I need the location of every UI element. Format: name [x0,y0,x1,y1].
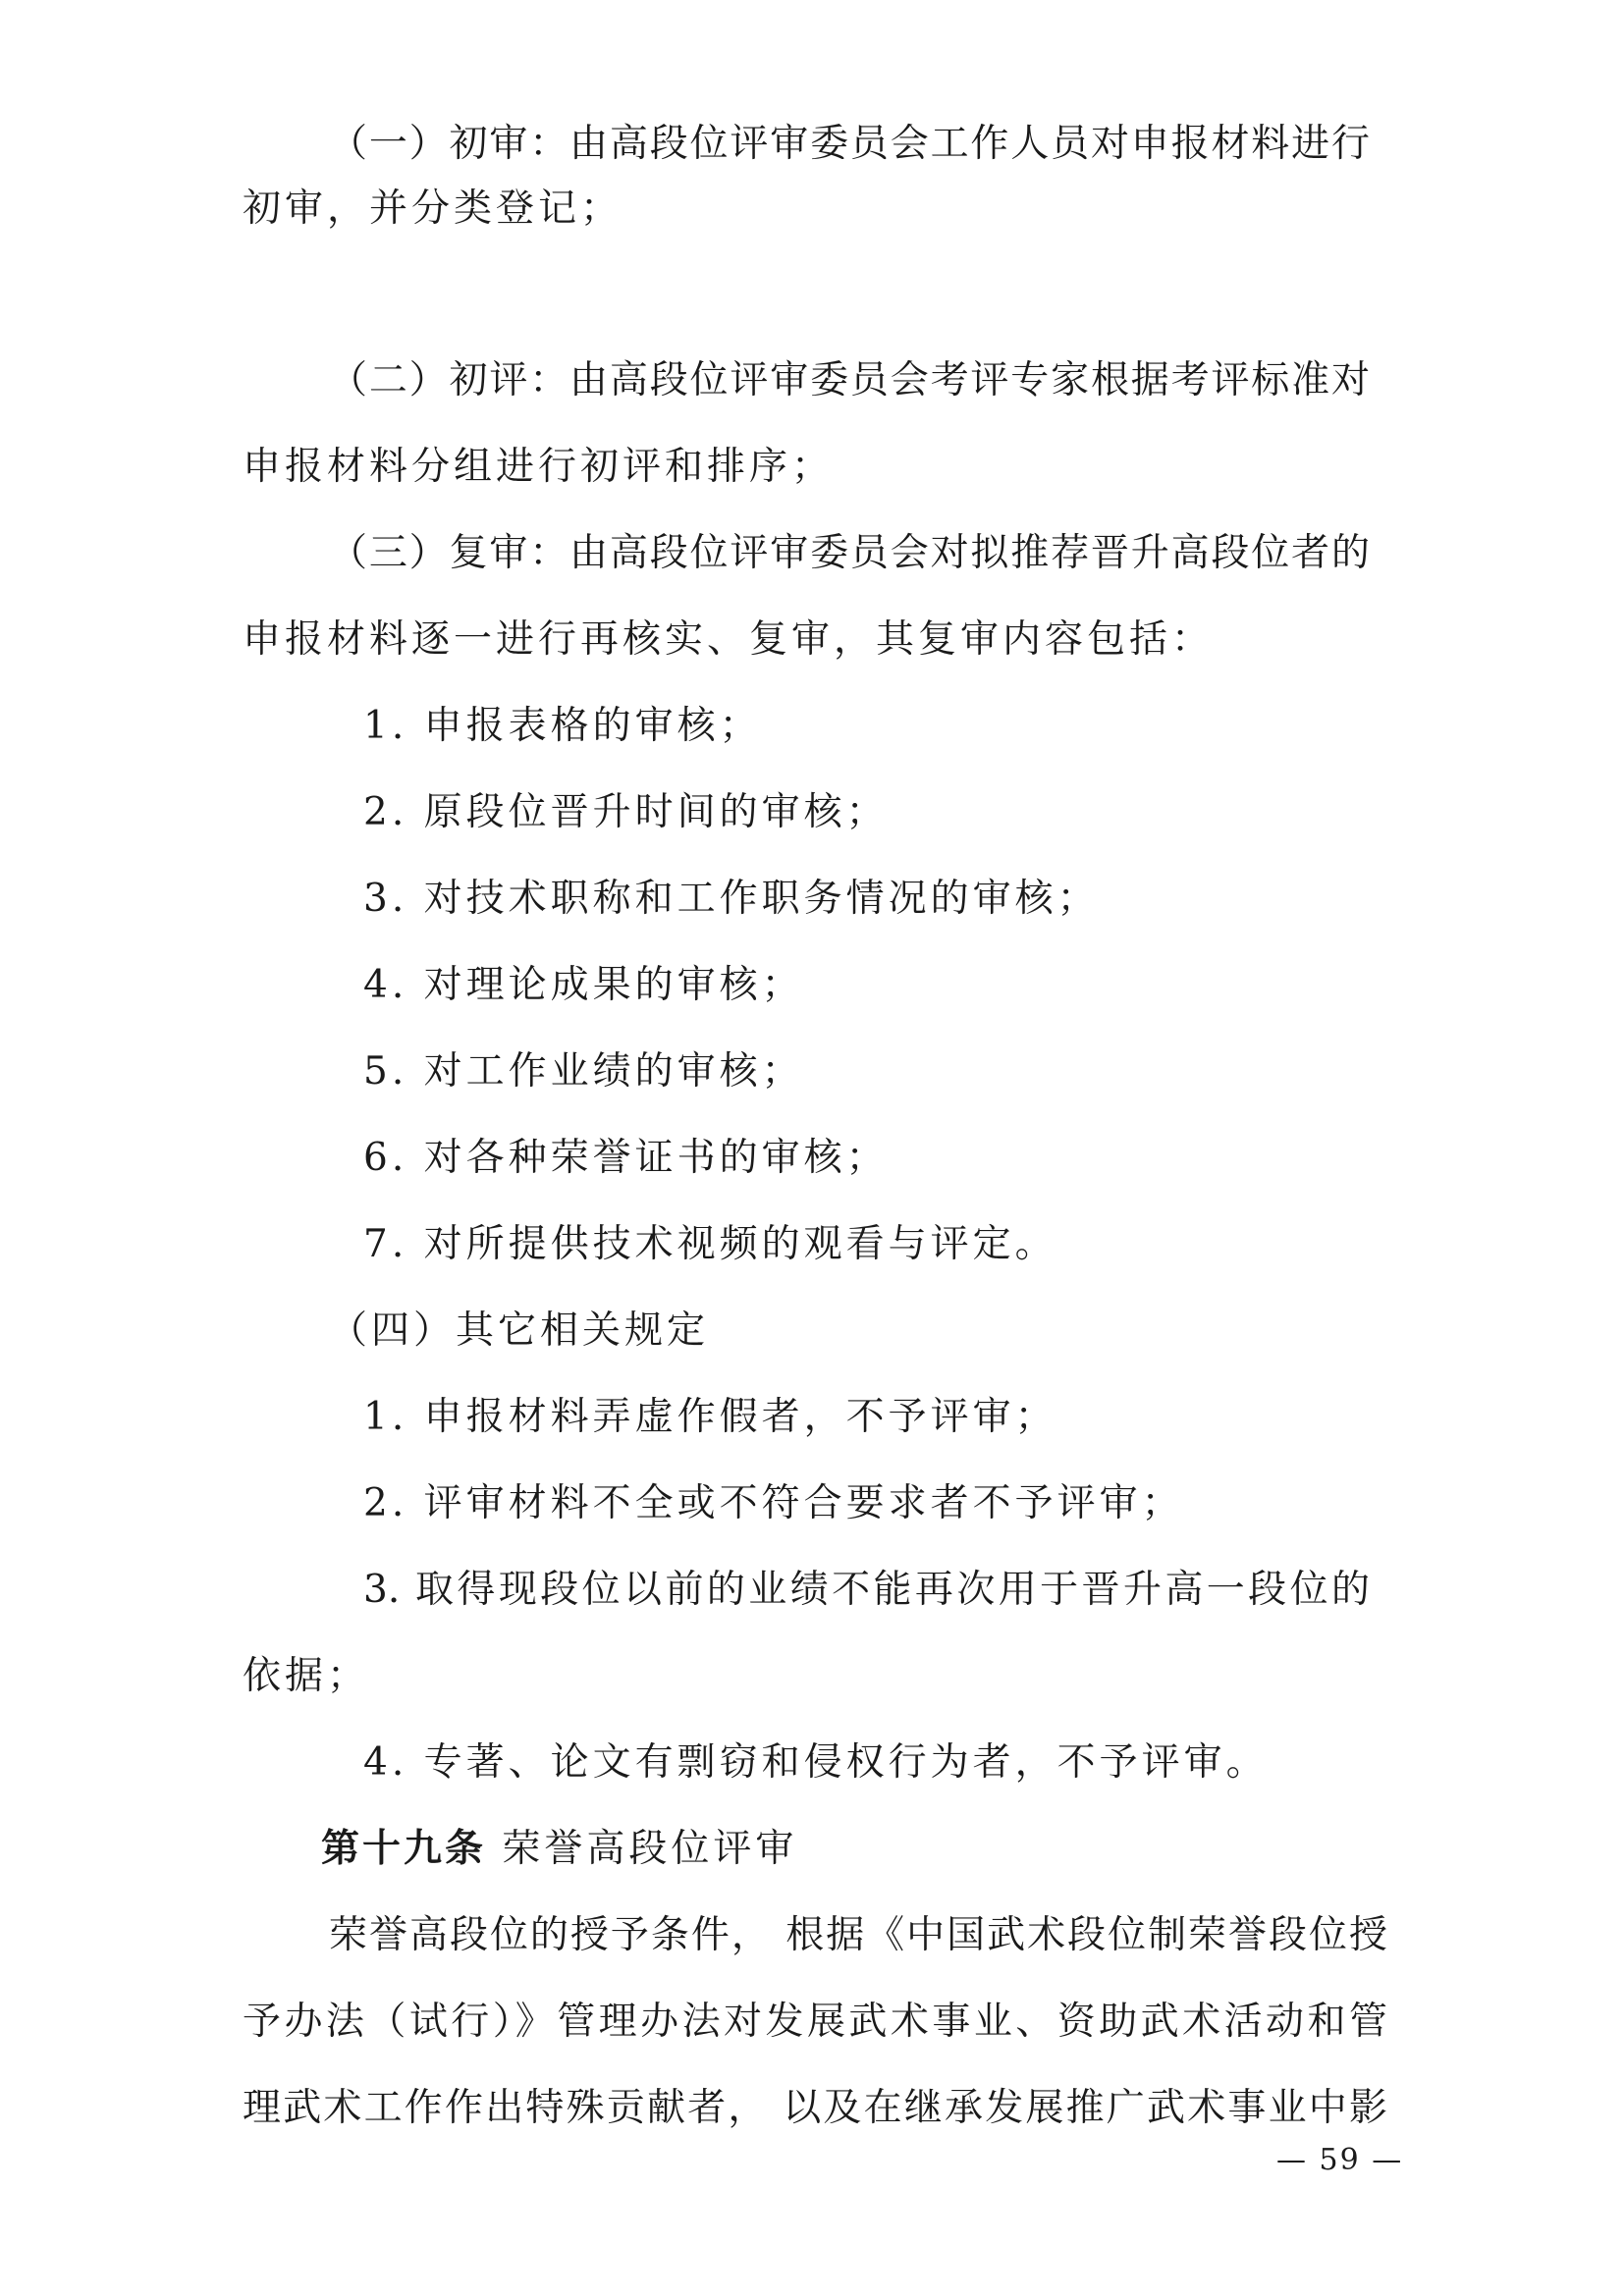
page-number: — 59 — [1276,2143,1404,2177]
paragraph-line-preliminary-review: （一）初审：由高段位评审委员会工作人员对申报材料进行 [329,122,1370,166]
list-item: 4. 专著、论文有剽窃和侵权行为者，不予评审。 [363,1740,1269,1785]
list-item: 2. 原段位晋升时间的审核； [363,790,889,834]
list-item: 7. 对所提供技术视频的观看与评定。 [363,1222,1057,1266]
paragraph-line: 申报材料逐一进行再核实、复审，其复审内容包括： [243,617,1215,662]
list-item: 5. 对工作业绩的审核； [363,1049,804,1094]
list-item: 6. 对各种荣誉证书的审核； [363,1136,889,1180]
paragraph-line-re-examination: （三）复审：由高段位评审委员会对拟推荐晋升高段位者的 [329,531,1370,575]
article-title: 荣誉高段位评审 [502,1827,798,1871]
list-item: 3. 对技术职称和工作职务情况的审核； [363,877,1100,921]
list-item: 1. 申报表格的审核； [363,704,762,748]
paragraph-line: 初审，并分类登记； [243,187,623,231]
article-heading [321,1827,798,1871]
article-number: 第十九条 [321,1827,487,1871]
list-item: 3. 取得现段位以前的业绩不能再次用于晋升高一段位的 [363,1568,1370,1612]
list-item: 1. 申报材料弄虚作假者，不予评审； [363,1395,1057,1439]
list-item: 4. 对理论成果的审核； [363,963,804,1007]
paragraph-line: 依据； [243,1654,370,1698]
paragraph-line: 荣誉高段位的授予条件， 根据《中国武术段位制荣誉段位授 [329,1913,1387,1957]
list-item: 2. 评审材料不全或不符合要求者不予评审； [363,1481,1184,1525]
paragraph-line-initial-evaluation: （二）初评：由高段位评审委员会考评专家根据考评标准对 [329,358,1370,402]
section-heading-other-rules: （四）其它相关规定 [329,1308,710,1353]
paragraph-line: 申报材料分组进行初评和排序； [243,445,835,489]
paragraph-line: 予办法（试行）》管理办法对发展武术事业、资助武术活动和管 [243,2000,1387,2044]
paragraph-line: 理武术工作作出特殊贡献者， 以及在继承发展推广武术事业中影 [243,2086,1387,2130]
